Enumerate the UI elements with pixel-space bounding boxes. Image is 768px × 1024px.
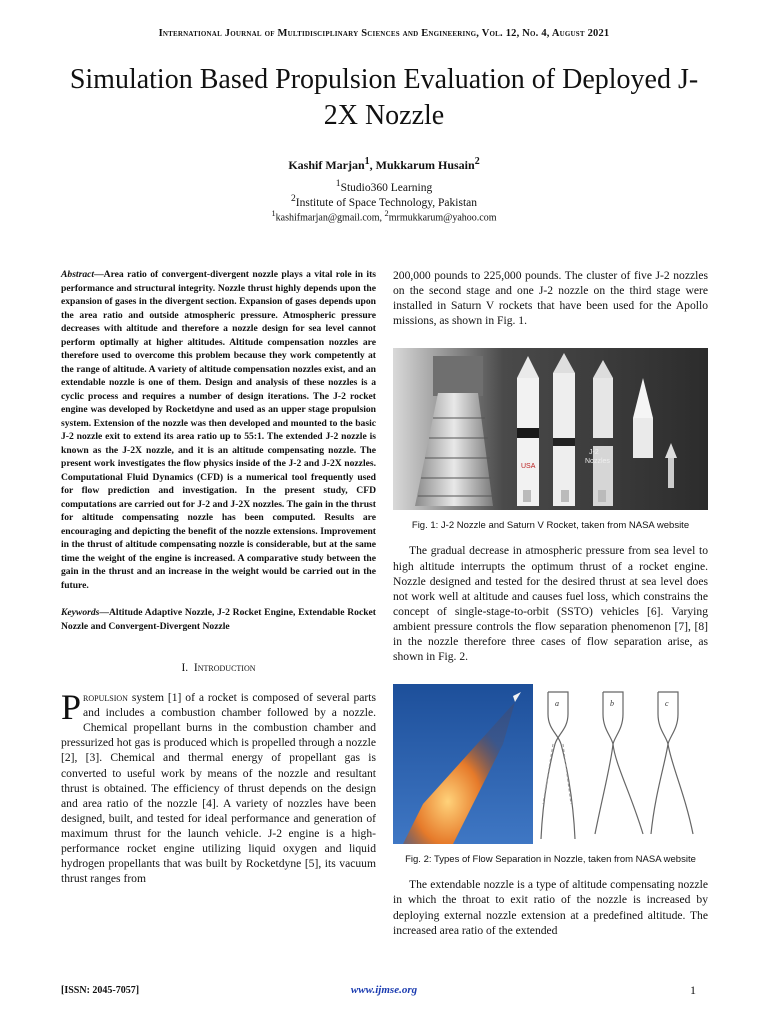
section-number: I. xyxy=(181,662,189,674)
affiliation-2 xyxy=(0,193,768,209)
figure-1-caption: Fig. 1: J-2 Nozzle and Saturn V Rocket, taken from NASA website xyxy=(411,520,690,532)
abstract-label: Abstract xyxy=(61,269,95,280)
email-address[interactable]: mrmukkarum@yahoo.com xyxy=(388,212,497,224)
author-name: Kashif Marjan xyxy=(288,158,365,172)
nozzles-label: Nozzles xyxy=(585,458,610,466)
flow-separation-diagram xyxy=(393,684,708,844)
section-heading xyxy=(61,661,376,676)
saturn-v-photo xyxy=(393,348,708,510)
paragraph: The gradual decrease in atmospheric pressure from sea level to high altitude interrupts the optimum thrust of a rocket engine. Nozzle designed and tested for the desired thrust at sea level does not work well at altitude and causes fuel loss, which constrains the concept of single-stage-to-orbit (SSTO) vehicles [6]. Varying ambient pressure controls the flow separation phenomenon [7], [8] in the nozzle therefore three cases of flow separation arise, as shown in Fig. 2. xyxy=(393,544,708,664)
usa-label: USA xyxy=(521,463,536,471)
intro-text: system [1] of a rocket is composed of several parts and includes a combustion chamber followed by a nozzle. Chemical propellant burns in the combustion chamber and pressurized hot gas is produced which is propelled through a nozzle [2], [3]. Chemical and thermal energy of propellant gas is converted to useful work by means of the nozzle and resultant thrust is obtained. The efficiency of thrust depends on the design and area ratio of the nozzle [4]. A variety of nozzles have been designed, built, and tested for ideal performance and generation of maximum thrust for the launch vehicle. J-2 engine is a high-performance rocket engine utilizing liquid oxygen and liquid hydrogen propellants that was built by Rocketdyne [5], its vacuum thrust ranges from xyxy=(61,691,376,886)
paper-title: Simulation Based Propulsion Evaluation of Deployed J-2X Nozzle xyxy=(69,64,699,131)
keywords-text: —Altitude Adaptive Nozzle, J-2 Rocket Engine, Extendable Rocket Nozzle and Convergent-Divergent Nozzle xyxy=(61,607,376,632)
intro-paragraph xyxy=(61,687,376,886)
paragraph: The extendable nozzle is a type of altitude compensating nozzle in which the throat to exit ratio of the nozzle is increased by deploying external nozzle extension at a predefined altitude. The increased area ratio of the extended xyxy=(393,878,708,937)
intro-lead-word: ropulsion xyxy=(83,691,128,705)
author-name: Mukkarum Husain xyxy=(375,158,475,172)
affiliation-mark: 2 xyxy=(290,193,296,204)
j2-label: J-2 xyxy=(589,449,599,457)
left-column xyxy=(61,268,376,886)
author-emails xyxy=(0,209,768,223)
right-column xyxy=(393,268,708,938)
email-mark: 1 xyxy=(271,209,276,218)
affiliation-text: Studio360 Learning xyxy=(340,181,433,194)
section-title: Introduction xyxy=(193,662,256,674)
case-b-label: b xyxy=(610,699,614,709)
figure-2-image xyxy=(393,684,708,844)
author-affiliation-mark: 2 xyxy=(474,156,480,167)
case-c-label: c xyxy=(665,699,669,709)
email-address[interactable]: kashifmarjan@gmail.com, xyxy=(275,212,385,224)
drop-cap: P xyxy=(61,687,82,728)
author-separator: , xyxy=(369,158,376,172)
affiliation-1 xyxy=(0,178,768,194)
email-mark: 2 xyxy=(384,209,389,218)
footer-issn: [ISSN: 2045-7057] xyxy=(61,985,140,996)
paragraph: 200,000 pounds to 225,000 pounds. The cluster of five J-2 nozzles on the second stage and one J-2 nozzle on the third stage were installed in Saturn V rockets that have been used for the Apollo missions, as shown in Fig. 1. xyxy=(393,269,708,328)
figure-1-image xyxy=(393,348,708,510)
abstract-text: —Area ratio of convergent-divergent nozzle plays a vital role in its performance and structural integrity. Nozzle thrust highly depends upon the expansion of gases in the divergent section. Expansion of gases depends upon the area ratio and outside atmospheric pressure. Atmospheric pressure decreases with altitude and therefore a nozzle design for sea level cannot perform optimally at higher altitudes. Altitude compensation nozzles are therefore used to overcome this problem because they work competently at the range of altitude. A variety of altitude compensation nozzles exist, and an extendable nozzle is one of them. Design and analysis of these nozzles is a cyclic process and requires a number of design iterations. The J-2 rocket engine was developed by Rocketdyne and used as an upper stage propulsion system. Extension of the nozzle was then developed and mounted to the basic J-2 nozzle exit to extend its area ratio up to 55:1. The extended J-2 nozzle is known as the J-2X nozzle, and it is an altitude compensating nozzle. The present work investigates the flow physics inside of the J-2 and J-2X nozzles. Computational Fluid Dynamics (CFD) is a numerical tool frequently used for flow prediction and investigation. In the present study, CFD computations are carried out for J-2 and J-2X nozzles. The gain in the thrust for altitude compensating nozzle has been computed. Results are encouraging and depicting the benefit of the nozzle extensions. Improvement in the thrust of altitude compensating nozzle is considerable, but at the same time the weight of the engine is increased. A comparative study between the gain in the thrust and an increase in the weight would be carried out in the future. xyxy=(61,269,376,591)
keywords xyxy=(61,606,376,633)
affiliation-mark: 1 xyxy=(335,178,341,189)
case-a-label: a xyxy=(555,699,559,709)
abstract xyxy=(61,268,376,592)
footer-website-link[interactable]: www.ijmse.org xyxy=(350,984,418,996)
author-list xyxy=(0,156,768,173)
page-number: 1 xyxy=(690,983,696,997)
author-affiliation-mark: 1 xyxy=(364,156,370,167)
figure-2-caption: Fig. 2: Types of Flow Separation in Nozzle, taken from NASA website xyxy=(405,854,696,866)
keywords-label: Keywords xyxy=(61,607,100,618)
journal-header: International Journal of Multidisciplinary Sciences and Engineering, Vol. 12, No. 4, August 2021 xyxy=(158,28,610,39)
affiliation-text: Institute of Space Technology, Pakistan xyxy=(295,196,478,209)
